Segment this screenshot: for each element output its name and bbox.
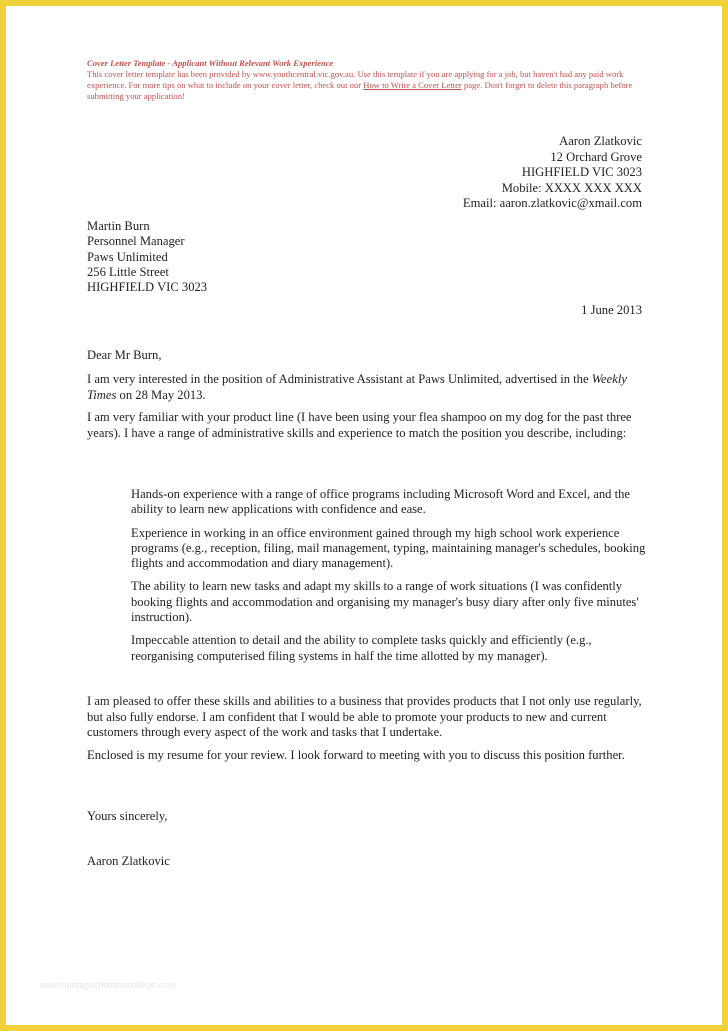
list-item [108, 487, 648, 518]
sender-suburb: HIGHFIELD VIC 3023 [521, 165, 642, 180]
salutation: Dear Mr Burn, [87, 348, 162, 362]
list-item-text: Hands-on experience with a range of office programs including Microsoft Word and Excel, and the ability to learn new applications with confidence and ease. [131, 487, 630, 517]
sender-mobile: Mobile: XXXX XXX XXX [501, 180, 642, 195]
recipient-address-block [87, 219, 207, 295]
recipient-street: 256 Little Street [87, 264, 169, 279]
bullet-icon [108, 487, 131, 518]
paragraph-1-end: on 28 May 2013. [116, 387, 206, 402]
template-instructions [87, 58, 647, 102]
recipient-company: Paws Unlimited [87, 249, 168, 264]
paragraph-1-start: I am very interested in the position of Administrative Assistant at Paws Unlimited, advertised in the [87, 372, 592, 386]
bullet-icon [108, 526, 131, 572]
skills-list [108, 487, 648, 672]
recipient-suburb: HIGHFIELD VIC 3023 [87, 280, 208, 295]
list-item [108, 579, 648, 625]
newspaper-name: Weekly Times [87, 372, 627, 402]
sender-street: 12 Orchard Grove [550, 149, 642, 164]
bullet-icon [108, 633, 131, 664]
template-note-text-end: page. Don't forget to delete this paragraph before submitting your application! [87, 80, 633, 101]
letter-date: 1 June 2013 [581, 303, 642, 317]
watermark-text: www.heritagechristiancollege.com [40, 980, 176, 990]
list-item-text: The ability to learn new tasks and adapt my skills to a range of work situations (I was confidently booking flights and accommodation and organising my manager's busy diary after only five minutes' instruction). [131, 579, 639, 625]
how-to-write-cover-letter-link[interactable]: How to Write a Cover Letter [363, 80, 462, 90]
template-note-text: This cover letter template has been provided by www.youthcentral.vic.gov.au. Use this template if you are applying for a job, but haven't had any paid work experience. For more tips on what to include on your cover letter, check out our [87, 69, 624, 90]
letter-page [6, 6, 722, 1025]
closing: Yours sincerely, [87, 809, 168, 823]
list-item [108, 526, 648, 572]
template-note-title: Cover Letter Template - Applicant Without Relevant Work Experience [87, 58, 334, 68]
recipient-title: Personnel Manager [87, 234, 185, 249]
sender-email: Email: aaron.zlatkovic@xmail.com [462, 196, 642, 211]
sender-name: Aaron Zlatkovic [559, 134, 642, 148]
signature-name: Aaron Zlatkovic [87, 854, 170, 868]
sender-address-block [463, 134, 642, 212]
bullet-icon [108, 579, 131, 625]
recipient-name: Martin Burn [87, 219, 150, 233]
paragraph-3: I am pleased to offer these skills and abilities to a business that provides products that I not only use regularly, but also fully endorse. I am confident that I would be able to promote your products to new and current customers through every aspect of the work and tasks that I undertake. [87, 694, 642, 740]
paragraph-4: Enclosed is my resume for your review. I look forward to meeting with you to discuss this position further. [87, 748, 625, 762]
list-item-text: Experience in working in an office environment gained through my high school work experience programs (e.g., reception, filing, mail management, typing, maintaining manager's schedules, booking flights and accommodation and diary management). [131, 525, 646, 571]
paragraph-2: I am very familiar with your product line (I have been using your flea shampoo on my dog for the past three years). I have a range of administrative skills and experience to match the position you describe, including: [87, 410, 632, 440]
paragraph-1 [87, 372, 642, 403]
list-item-text: Impeccable attention to detail and the ability to complete tasks quickly and efficiently (e.g., reorganising computerised filing systems in half the time allotted by my manager). [131, 633, 592, 663]
list-item [108, 633, 648, 664]
